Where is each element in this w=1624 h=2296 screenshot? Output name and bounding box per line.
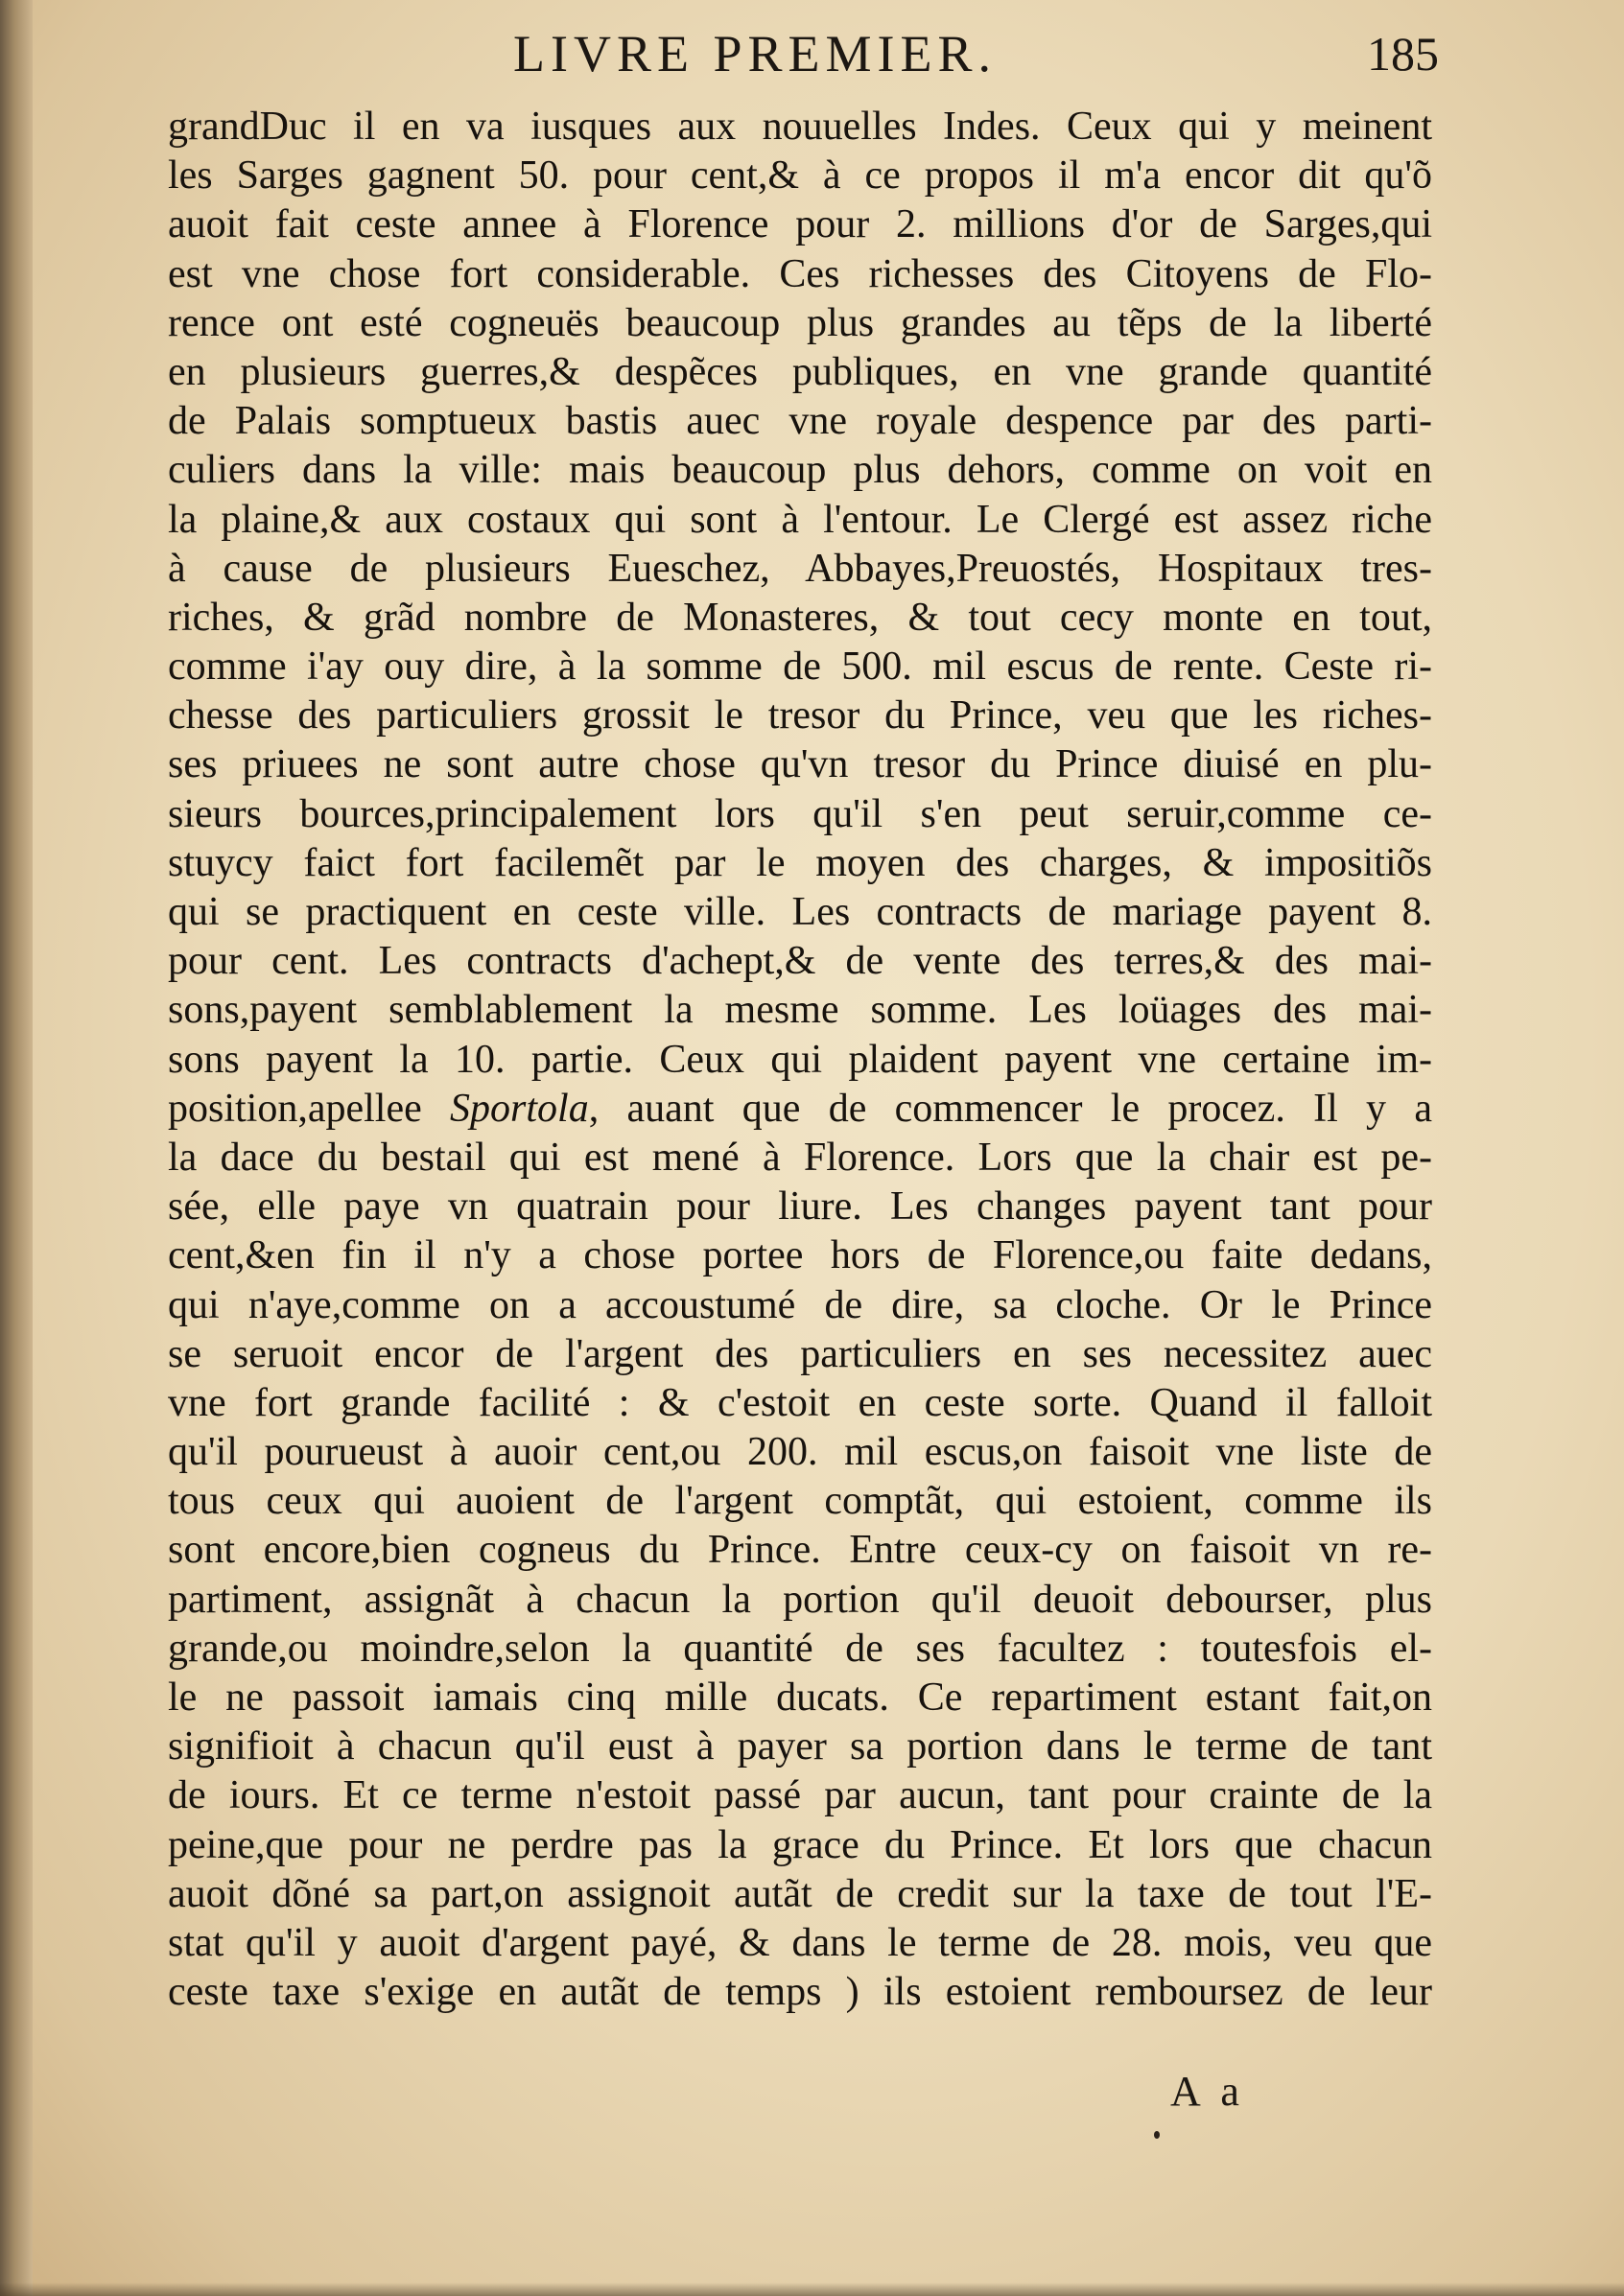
text-line: sieurs bources,principalement lors qu'il s'en peut seruir,comme ce- — [168, 791, 1432, 836]
signature-mark: A a — [1170, 2068, 1245, 2115]
text-line: le ne passoit iamais cinq mille ducats. Ce repartiment estant fait,on — [168, 1675, 1432, 1720]
text-line: la dace du bestail qui est mené à Florence. Lors que la chair est pe- — [168, 1135, 1432, 1180]
text-line: signifioit à chacun qu'il eust à payer sa portion dans le terme de tant — [168, 1724, 1432, 1769]
text-line: grande,ou moindre,selon la quantité de ses facultez : toutesfois el- — [168, 1626, 1432, 1671]
text-line: sons,payent semblablement la mesme somme. Les loüages des mai- — [168, 988, 1432, 1033]
text-line: qui n'aye,comme on a accoustumé de dire, sa cloche. Or le Prince — [168, 1282, 1432, 1327]
text-line: ses priuees ne sont autre chose qu'vn tresor du Prince diuisé en plu- — [168, 742, 1432, 787]
body-text — [168, 103, 1432, 2017]
text-line: sée, elle paye vn quatrain pour liure. Les changes payent tant pour — [168, 1184, 1432, 1230]
text-line: vne fort grande facilité : & c'estoit en ceste sorte. Quand il falloit — [168, 1380, 1432, 1425]
text-line: partiment, assignãt à chacun la portion qu'il deuoit debourser, plus — [168, 1577, 1432, 1622]
text-line: les Sarges gagnent 50. pour cent,& à ce propos il m'a encor dit qu'õ — [168, 153, 1432, 199]
text-line: pour cent. Les contracts d'achept,& de vente des terres,& des mai- — [168, 939, 1432, 984]
text-line: à cause de plusieurs Eueschez, Abbayes,Preuostés, Hospitaux tres- — [168, 546, 1432, 591]
text-line: grandDuc il en va iusques aux nouuelles Indes. Ceux qui y meinent — [168, 105, 1432, 149]
text-line: rence ont esté cogneuës beaucoup plus grandes au tẽps de la liberté — [168, 300, 1432, 345]
text-line: auoit fait ceste annee à Florence pour 2. millions d'or de Sarges,qui — [168, 202, 1432, 247]
running-title: LIVRE PREMIER. — [513, 25, 998, 82]
binding-gutter — [0, 0, 33, 2296]
page-number: 185 — [1367, 27, 1439, 81]
text-line: chesse des particuliers grossit le tresor du Prince, veu que les riches- — [168, 693, 1432, 738]
text-line: sont encore,bien cogneus du Prince. Entre ceux-cy on faisoit vn re- — [168, 1528, 1432, 1573]
text-line: sons payent la 10. partie. Ceux qui plaident payent vne certaine im- — [168, 1037, 1432, 1082]
page-header — [168, 17, 1439, 84]
text-line: est vne chose fort considerable. Ces richesses des Citoyens de Flo- — [168, 251, 1432, 296]
text-line: peine,que pour ne perdre pas la grace du Prince. Et lors que chacun — [168, 1822, 1432, 1867]
text-line: qui se practiquent en ceste ville. Les contracts de mariage payent 8. — [168, 890, 1432, 934]
text-line: tous ceux qui auoient de l'argent comptãt, qui estoient, comme ils — [168, 1479, 1432, 1524]
ink-dot — [1154, 2131, 1160, 2139]
text-line: stuycy faict fort facilemẽt par le moyen des charges, & impositiõs — [168, 840, 1432, 885]
text-line: qu'il pourueust à auoir cent,ou 200. mil escus,on faisoit vne liste de — [168, 1430, 1432, 1475]
text-line: culiers dans la ville: mais beaucoup plus dehors, comme on voit en — [168, 448, 1432, 493]
text-line: ceste taxe s'exige en autãt de temps ) ils estoient remboursez de leur — [168, 1970, 1432, 2015]
page-bottom-edge — [0, 2283, 1624, 2296]
text-line: se seruoit encor de l'argent des particuliers en ses necessitez auec — [168, 1331, 1432, 1376]
text-line: de iours. Et ce terme n'estoit passé par aucun, tant pour crainte de la — [168, 1773, 1432, 1818]
text-line: riches, & grãd nombre de Monasteres, & tout cecy monte en tout, — [168, 595, 1432, 640]
text-line: en plusieurs guerres,& despẽces publiques, en vne grande quantité — [168, 349, 1432, 394]
text-line: position,apellee Sportola, auant que de commencer le procez. Il y a — [168, 1086, 1432, 1131]
text-line: la plaine,& aux costaux qui sont à l'entour. Le Clergé est assez riche — [168, 497, 1432, 542]
text-line: auoit dõné sa part,on assignoit autãt de credit sur la taxe de tout l'E- — [168, 1871, 1432, 1916]
text-line: comme i'ay ouy dire, à la somme de 500. mil escus de rente. Ceste ri- — [168, 644, 1432, 690]
text-line: de Palais somptueux bastis auec vne royale despence par des parti- — [168, 399, 1432, 444]
text-line: cent,&en fin il n'y a chose portee hors de Florence,ou faite dedans, — [168, 1233, 1432, 1278]
text-line: stat qu'il y auoit d'argent payé, & dans le terme de 28. mois, veu que — [168, 1920, 1432, 1965]
